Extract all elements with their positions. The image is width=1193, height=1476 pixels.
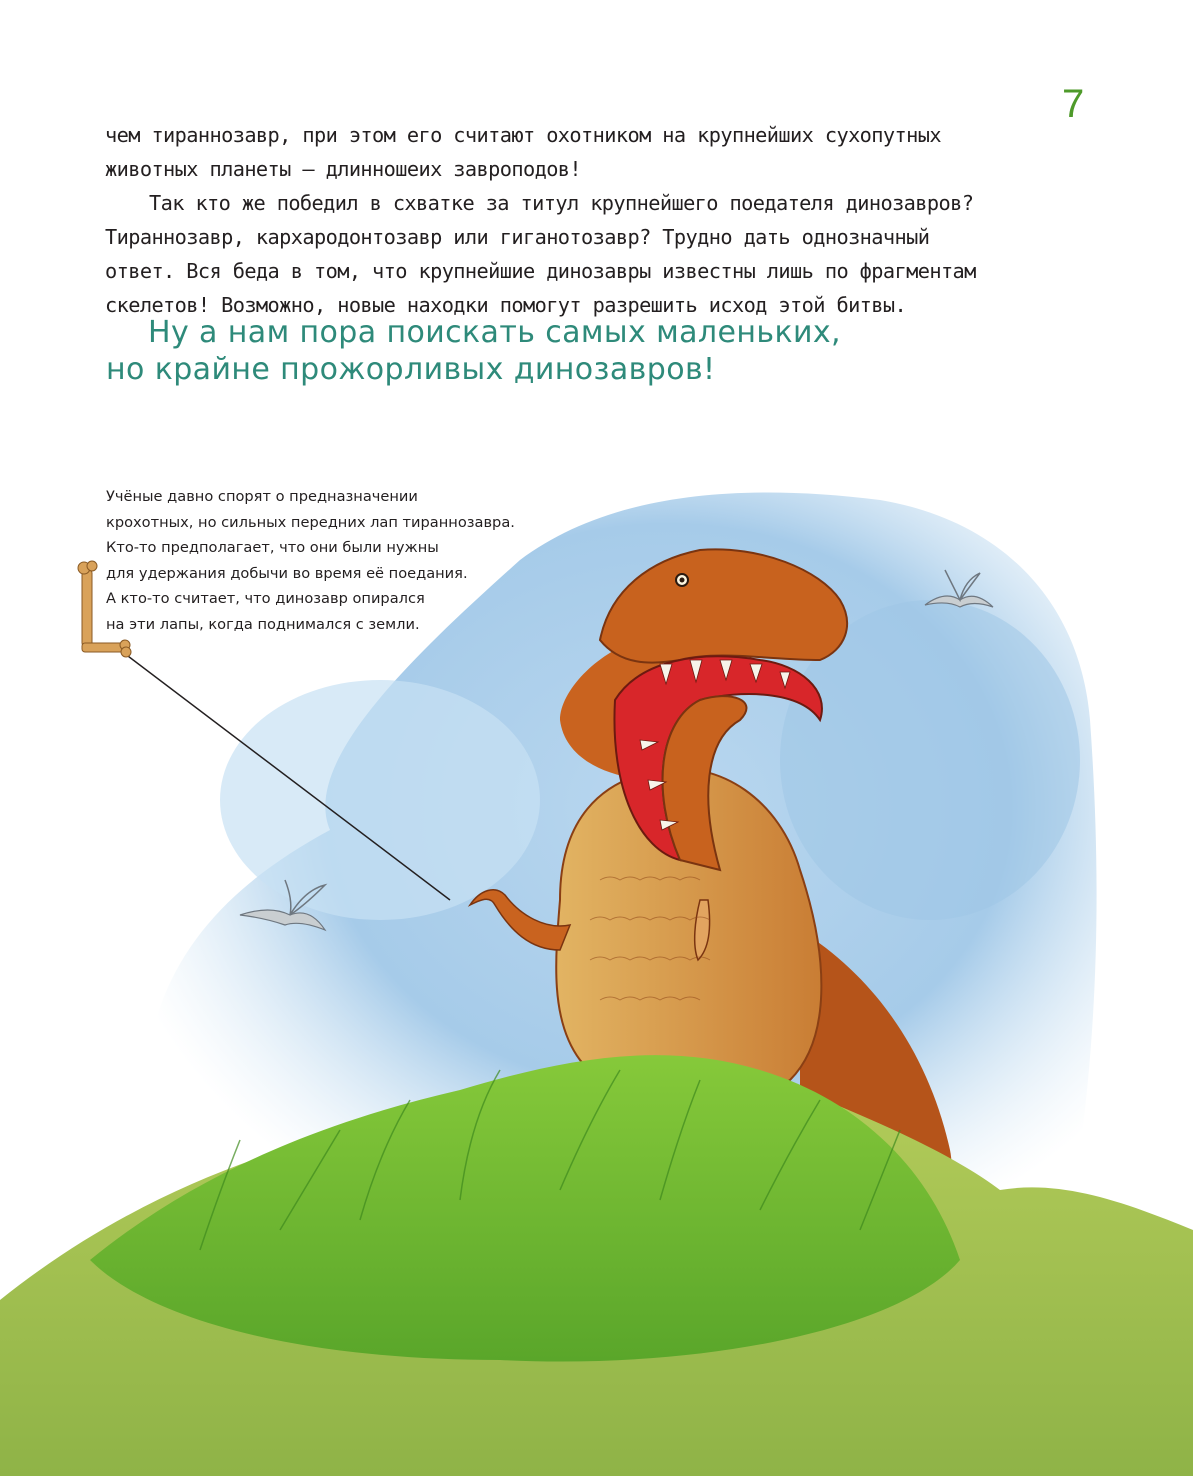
- caption-line: Учёные давно спорят о предназначении: [106, 488, 418, 505]
- lead-line-2: но крайне прожорливых динозавров!: [106, 352, 716, 387]
- body-text: [105, 118, 1035, 322]
- caption-line: для удержания добычи во время её поедания.: [106, 564, 468, 582]
- lead-line-1: Ну а нам пора поискать самых маленьких,: [148, 315, 841, 350]
- body-line: скелетов! Возможно, новые находки помогут разрешить исход этой битвы.: [105, 293, 907, 317]
- body-line: животных планеты — длинношеих завроподов!: [105, 157, 582, 181]
- caption-line: крохотных, но сильных передних лап тираннозавра.: [106, 513, 515, 531]
- lead-text: [106, 314, 1006, 388]
- caption-line: на эти лапы, когда поднимался с земли.: [106, 615, 420, 633]
- body-line: ответ. Вся беда в том, что крупнейшие динозавры известны лишь по фрагментам: [105, 259, 976, 283]
- body-line: чем тираннозавр, при этом его считают охотником на крупнейших сухопутных: [105, 123, 941, 147]
- caption-line: А кто-то считает, что динозавр опирался: [106, 590, 425, 607]
- page-number: 7: [1062, 82, 1085, 126]
- caption-line: Кто-то предполагает, что они были нужны: [106, 539, 439, 556]
- caption: [106, 484, 626, 637]
- body-line: Тираннозавр, кархародонтозавр или гиганотозавр? Трудно дать однозначный: [105, 225, 930, 249]
- body-paragraph-start: Так кто же победил в схватке за титул крупнейшего поедателя динозавров?: [149, 191, 974, 215]
